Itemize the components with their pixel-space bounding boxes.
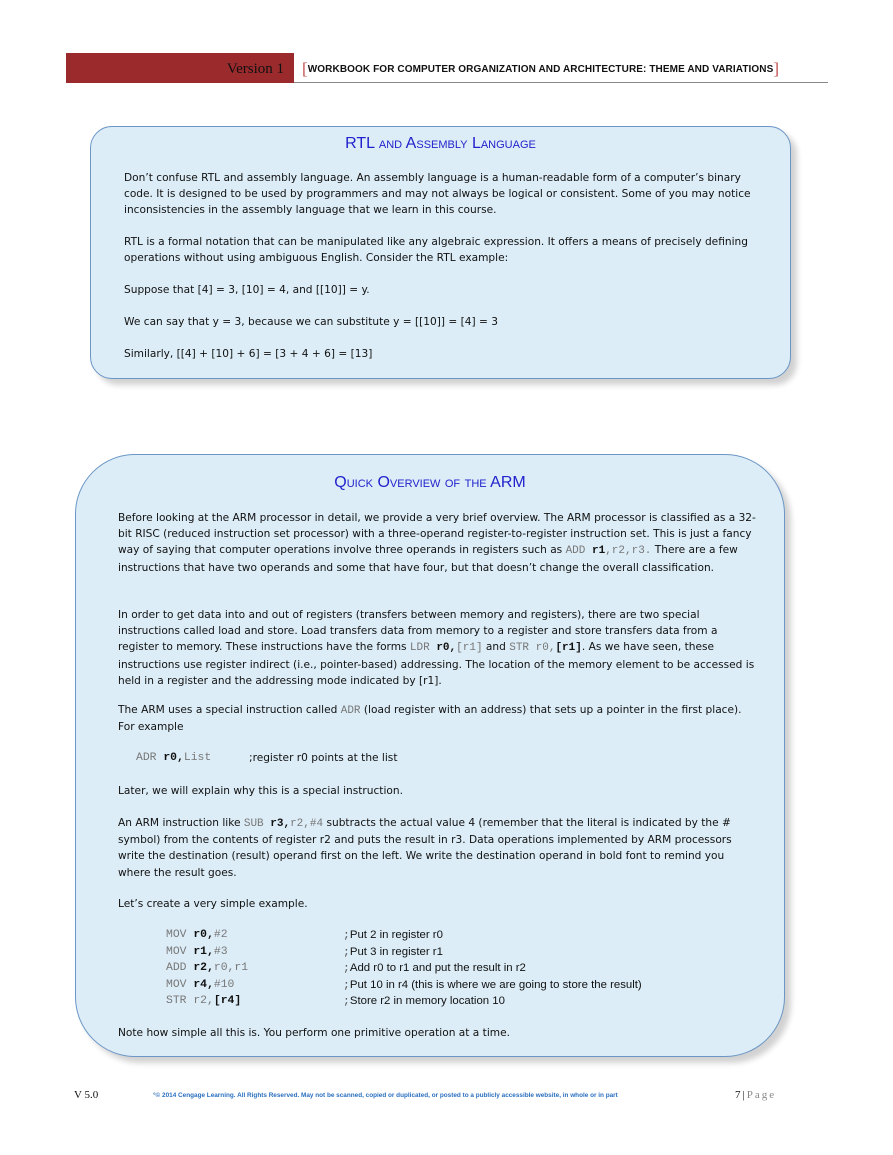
header-bracket-close: ] xyxy=(773,59,780,78)
arm-paragraph-5: An ARM instruction like SUB r3,r2,#4 subtracts the actual value 4 (remember that the literal is indicated by the # symbol) from the contents of register r2 and puts the result in r3. Data operations implemented by ARM processors write the destination (result) operand first on the left. We write the destination operand in bold font to remind you where the result goes. xyxy=(118,817,732,879)
arm-box-title: Quick Overview of the ARM xyxy=(334,474,526,491)
arm-paragraph-7: Note how simple all this is. You perform one primitive operation at a time. xyxy=(118,1027,510,1039)
footer-version: V 5.0 xyxy=(74,1089,99,1101)
code-comment: ;Put 10 in r4 (this is where we are going to store the result) xyxy=(343,978,642,992)
page-header xyxy=(66,53,828,83)
code-instruction: MOV r1,#3 xyxy=(166,945,228,958)
rtl-paragraph-3: Suppose that [4] = 3, [10] = 4, and [[10]] = y. xyxy=(124,284,370,296)
header-title-block xyxy=(302,59,779,79)
rtl-box-title: RTL and Assembly Language xyxy=(345,135,536,152)
arm-paragraph-1: Before looking at the ARM processor in detail, we provide a very brief overview. The ARM processor is classified as a 32-bit RISC (reduced instruction set processor) with a three-operand register-to-register instruction set. This is just a fancy way of saying that computer operations involve three operands in registers such as ADD r1,r2,r3. There are a few instructions that have two operands and some that have four, but that doesn’t change the overall classification. xyxy=(118,512,756,574)
inline-code-ldr: LDR r0,[r1] xyxy=(409,642,483,655)
rtl-paragraph-1: Don’t confuse RTL and assembly language. An assembly language is a human-readable form of a computer’s binary code. It is designed to be used by programmers and may not always be logical or consistent. Some of you may notice inconsistencies in the assembly language that we learn in this course. xyxy=(124,172,751,217)
code-line xyxy=(166,960,746,976)
code-comment: ;Add r0 to r1 and put the result in r2 xyxy=(343,962,526,975)
inline-code-str: STR r0,[r1] xyxy=(509,642,582,655)
arm-code-block xyxy=(166,927,746,1012)
code-line xyxy=(166,927,746,943)
arm-overview-box xyxy=(75,454,785,1057)
header-bracket-open: [ xyxy=(302,59,308,78)
adr-example-line: ADR r0,List ;register r0 points at the list xyxy=(136,750,696,767)
code-instruction: MOV r0,#2 xyxy=(166,929,228,941)
arm-paragraph-6: Let’s create a very simple example. xyxy=(118,898,308,910)
adr-comment: ;register r0 points at the list xyxy=(249,752,398,764)
inline-code-sub: SUB r3,r2,#4 xyxy=(243,818,324,830)
arm-paragraph-3: The ARM uses a special instruction called ADR (load register with an address) that sets up a pointer in the first place). For example xyxy=(118,704,742,734)
code-line xyxy=(166,993,746,1009)
code-comment: ;Put 2 in register r0 xyxy=(343,929,443,942)
header-version: Version 1 xyxy=(66,53,294,83)
header-rule xyxy=(294,82,828,83)
footer-page-number: 7|Page xyxy=(735,1089,777,1101)
code-line xyxy=(166,944,746,960)
code-comment: ;Store r2 in memory location 10 xyxy=(343,995,505,1008)
inline-code-adr: ADR xyxy=(340,705,361,717)
header-title: WORKBOOK FOR COMPUTER ORGANIZATION AND ARCHITECTURE: THEME AND VARIATIONS xyxy=(307,64,774,75)
code-instruction: MOV r4,#10 xyxy=(166,978,235,991)
arm-paragraph-2: In order to get data into and out of registers (transfers between memory and registers), there are two special instructions called load and store. Load transfers data from memory to a register and store transfers data from a register to memory. These instructions have the forms LDR r0,[r1] and STR r0,[r1]. As we have seen, these instructions use register indirect (i.e., pointer-based) addressing. The location of the memory element to be accessed is held in a register and the addressing mode indicated by [r1]. xyxy=(118,609,755,687)
rtl-paragraph-2: RTL is a formal notation that can be manipulated like any algebraic expression. It offers a means of precisely defining operations without using ambiguous English. Consider the RTL example: xyxy=(124,236,748,265)
rtl-paragraph-4: We can say that y = 3, because we can substitute y = [[10]] = [4] = 3 xyxy=(124,316,498,328)
inline-code-add: ADD r1,r2,r3. xyxy=(565,545,652,558)
rtl-paragraph-5: Similarly, [[4] + [10] + 6] = [3 + 4 + 6] = [13] xyxy=(124,348,373,360)
code-instruction: ADD r2,r0,r1 xyxy=(166,962,249,974)
page-footer xyxy=(0,1089,893,1105)
code-instruction: STR r2,[r4] xyxy=(166,995,242,1007)
arm-paragraph-4: Later, we will explain why this is a special instruction. xyxy=(118,785,403,797)
rtl-callout-box xyxy=(90,126,791,379)
code-comment: ;Put 3 in register r1 xyxy=(343,945,443,959)
footer-copyright: °© 2014 Cengage Learning. All Rights Reserved. May not be scanned, copied or duplicated, or posted to a publicly accessible website, in whole or in part xyxy=(153,1092,618,1099)
code-line xyxy=(166,977,746,993)
